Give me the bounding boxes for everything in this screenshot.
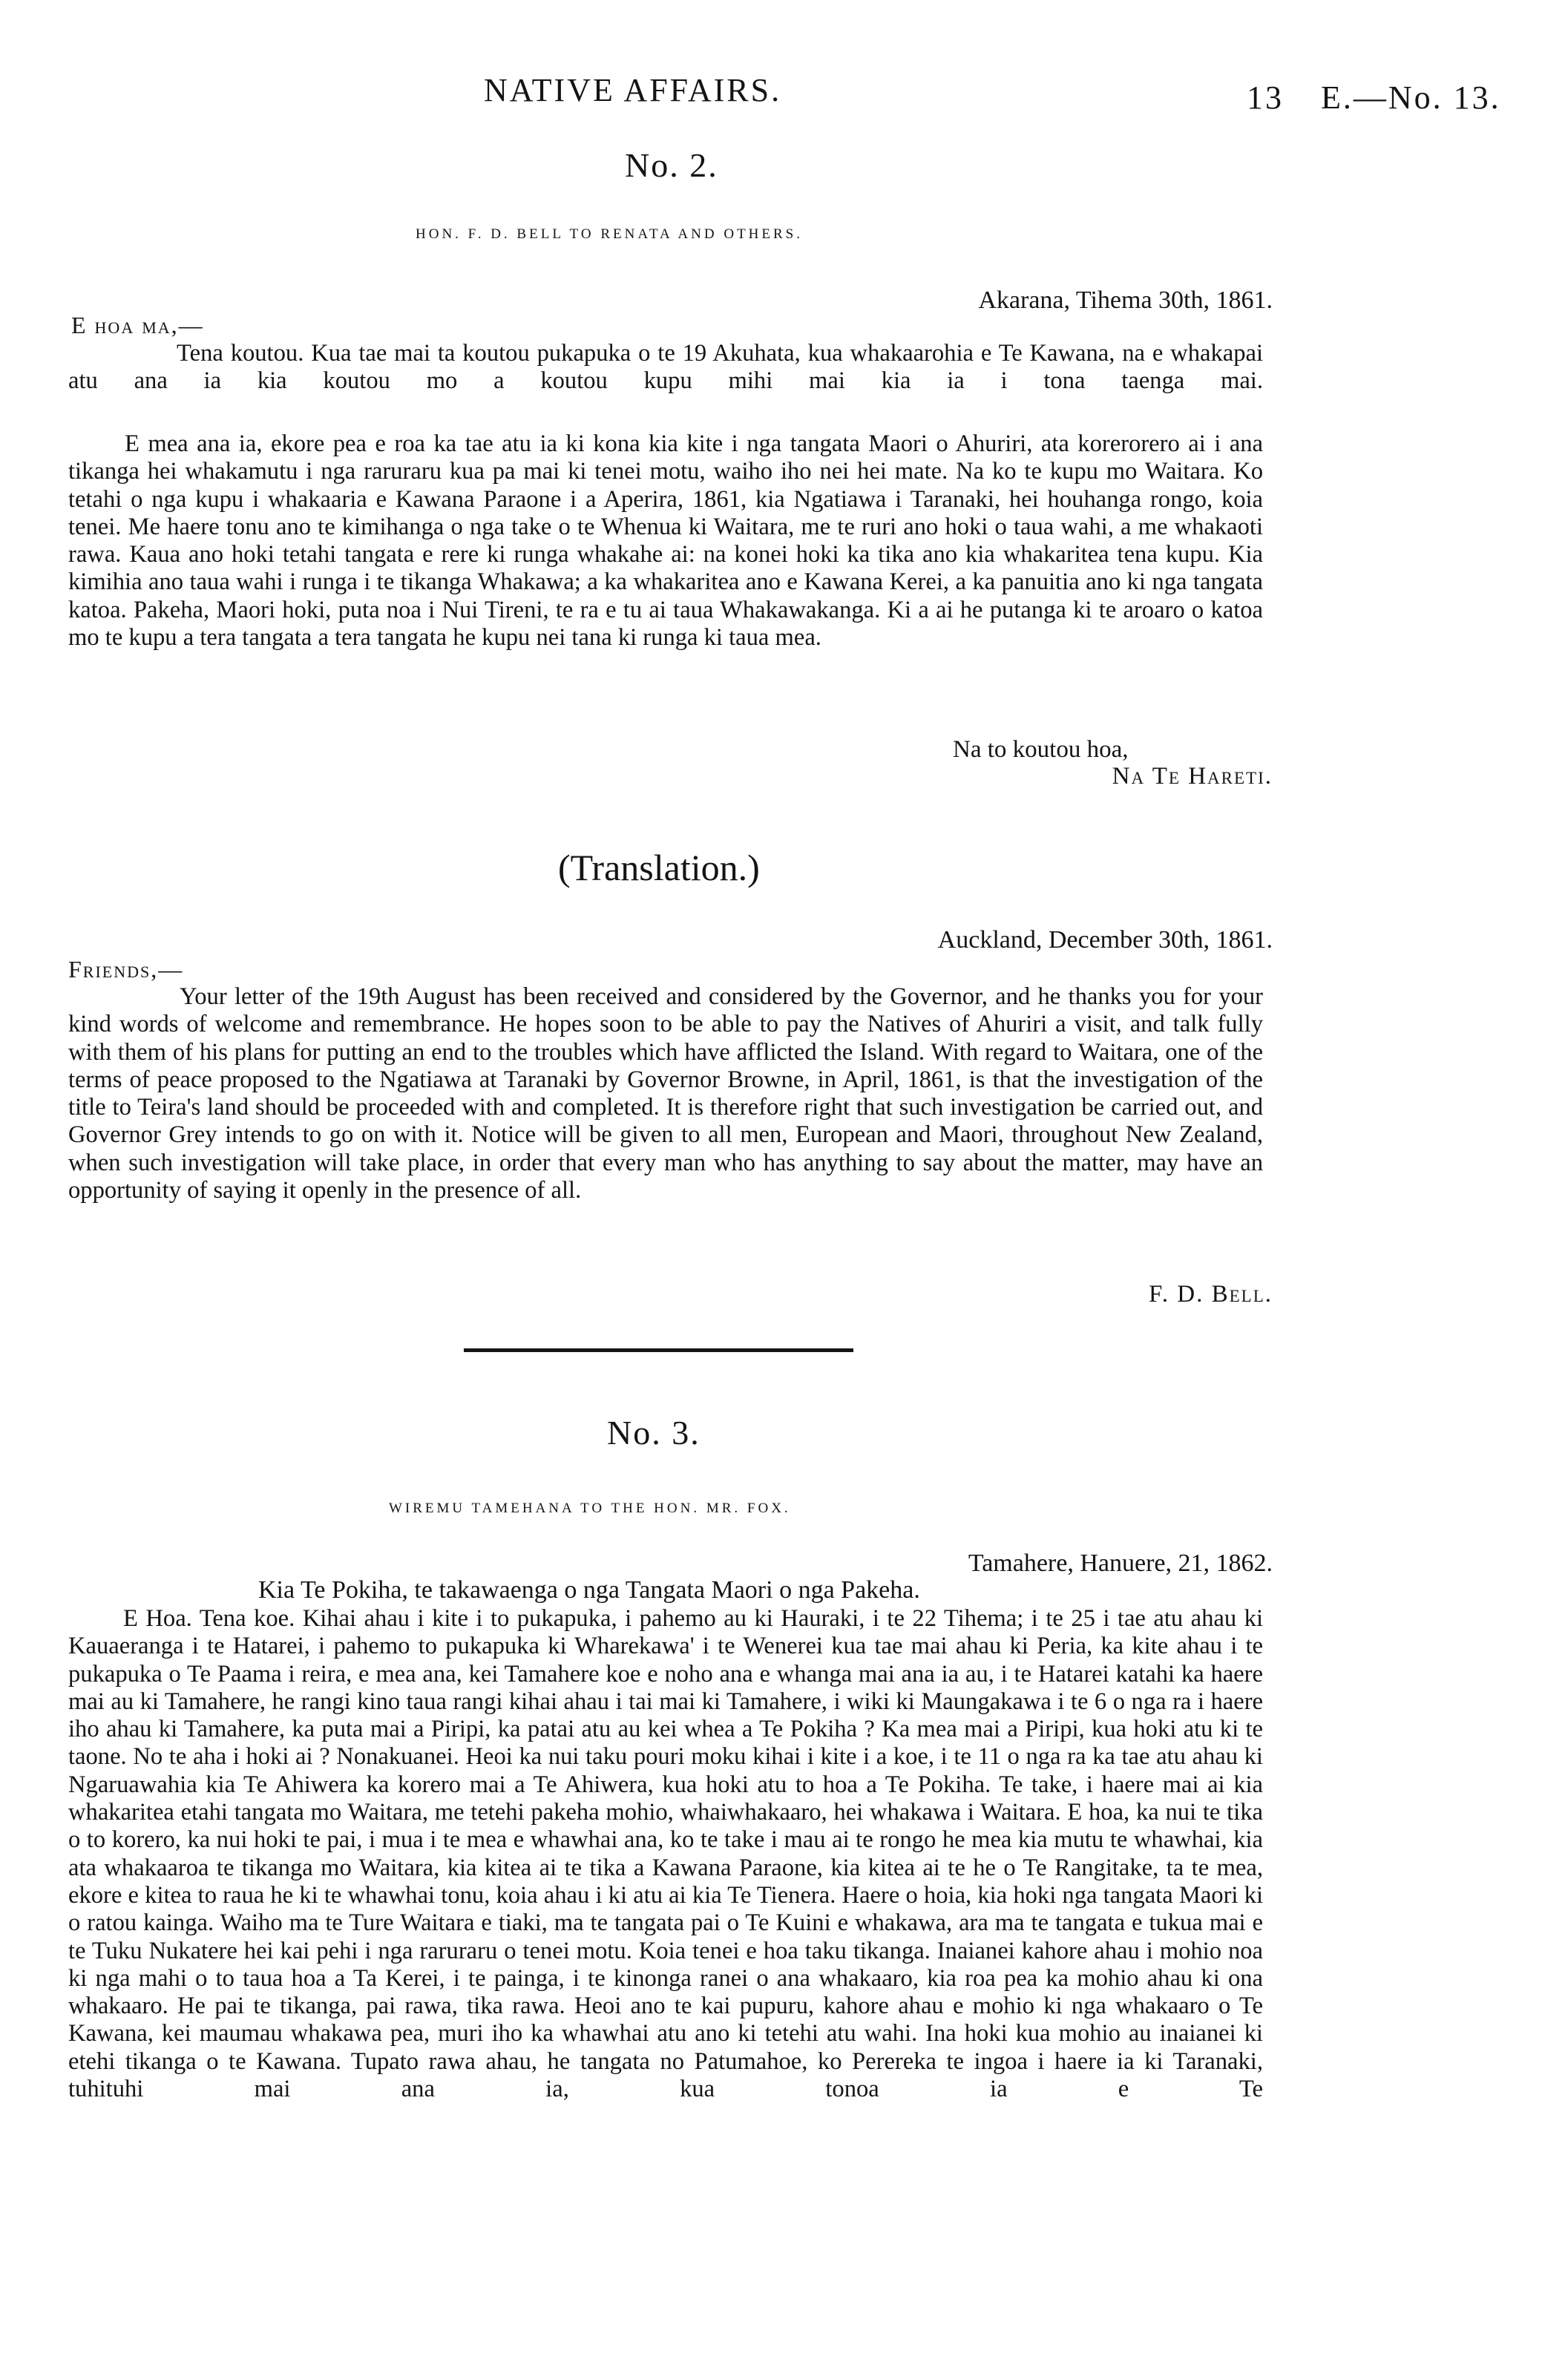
document-3-subtitle: WIREMU TAMEHANA TO THE HON. MR. FOX. <box>389 1501 791 1516</box>
document-2-paragraph-2: E mea ana ia, ekore pea e roa ka tae atu ia ki kona kia kite i nga tangata Maori o Ahuriri, ata korerorero ai i ana tikanga hei whakamutu i nga raruraru kua pa mai ki tenei motu, waiho iho nei hei mate. Na ko te kupu mo Waitara. Ko tetahi o nga kupu i whakaaria e Kawana Paraone i a Aperira, 1861, kia Ngatiawa i Taranaki, hei houhanga rongo, koia tenei. Me haere tonu ano te kimihanga o nga take o te Whenua ki Waitara, me te ruri ano hoki o taua wahi, a me whakaoti rawa. Kaua ano hoki tetahi tangata e rere ki runga whakahe ai: na konei hoki ka tika ano kia whakaritea tena kupu. Kia kimihia ano taua wahi i runga i te tikanga Whakawa; a ka whakaritea ano e Kawana Kerei, a ka panuitia ano ki nga tangata katoa. Pakeha, Maori hoki, puta noa i Nui Tireni, te ra e tu ai taua Whakawakanga. Ki a ai he putanga ki te aroaro o katoa mo te kupu a tera tangata a tera tangata he kupu nei tana ki runga ki taua mea. <box>68 430 1263 652</box>
document-2-closing: Na to koutou hoa, <box>953 736 1129 763</box>
section-divider <box>464 1348 853 1352</box>
document-2-salutation: E hoa ma,— <box>71 312 204 338</box>
translation-date: Auckland, December 30th, 1861. <box>937 926 1273 954</box>
document-3-date: Tamahere, Hanuere, 21, 1862. <box>968 1549 1273 1577</box>
document-3-address: Kia Te Pokiha, te takawaenga o nga Tangata Maori o nga Pakeha. <box>258 1576 920 1604</box>
document-number-3: No. 3. <box>607 1414 701 1452</box>
translation-title: (Translation.) <box>558 847 760 888</box>
document-2-signature: Na Te Hareti. <box>1112 763 1273 790</box>
document-number-2: No. 2. <box>625 146 718 184</box>
translation-signature: F. D. Bell. <box>1149 1281 1273 1308</box>
document-3-paragraph: E Hoa. Tena koe. Kihai ahau i kite i to pukapuka, i pahemo au ki Hauraki, i te 22 Tihema; i te 25 i tae atu ahau ki Kauaeranga i te Hatarei, i pahemo to pukapuka ki Wharekawa' i te Wenerei kua tae mai ahau ki Peria, ka kite ahau i te pukapuka o Te Paama i reira, e mea ana, kei Tamahere koe e noho ana e whanga mai ana ia au, i te Hatarei katahi ka haere mai au ki Tamahere, he rangi kino taua rangi kihai ahau i tai mai ki Tamahere, i wiki ki Maungakawa i te 6 o nga ra i haere iho ahau ki Tamahere, ka puta mai a Piripi, ka patai atu au kei whea a Te Pokiha ? Ka mea mai a Piripi, kua hoki atu ki te taone. No te aha i hoki ai ? Nonakuanei. Heoi ka nui taku pouri moku kihai i kite i a koe, i te 11 o nga ra ka tae atu ahau ki Ngaruawahia kia Te Ahiwera ka korero mai a Te Ahiwera, kua hoki atu to hoa a Te Pokiha. Te take, i haere mai ai kia whakaritea etahi tangata mo Waitara, me tetehi pakeha mohio, whaiwhakaaro, hei whakawa i Waitara. E hoa, ka nui te tika o to korero, ka nui hoki te pai, i mua i te mea e whawhai ana, ko te take i mau ai te rongo he mea kia mutu te whawhai, kia ata whakaaroa te tikanga mo Waitara, kia kitea ai te tika a Kawana Paraone, kia kitea ai te he o Te Rangitake, ta te mea, ekore e kitea to raua he ki te whawhai tonu, koia ahau i ki atu ai kia Te Tienera. Haere o hoia, kia hoki nga tangata Maori ki o ratou kainga. Waiho ma te Ture Waitara e tiaki, ma te tangata pai o Te Kuini e whakawa, ara ma te tangata e tukua mai e te Tuku Nukatere hei kai pehi i nga raruraru o tenei motu. Koia tenei e hoa taku tikanga. Inaianei kahore ahau i mohio noa ki nga mahi o to taua hoa a Ta Kerei, i te painga, i te kinonga ranei o ana whakaaro, kia roa pea ka mohio ahau ki ona whakaaro. He pai te tikanga, pai rawa, tika rawa. Heoi ano te kai pupuru, kahore ahau e mohio ki nga whakaaro o Te Kawana, kei maumau whakawa pea, muri iho ka whawhai atu ano ki tetehi atu wahi. Ina hoki kua mohio au inaianei ki etehi tikanga o te Kawana. Tupato rawa ahau, he tangata no Patumahoe, ko Perereka te ingoa i haere ia ki Taranaki, tuhituhi mai ana ia, kua tonoa ia e Te <box>68 1605 1263 2103</box>
document-2-date: Akarana, Tihema 30th, 1861. <box>978 286 1273 314</box>
running-header-title: NATIVE AFFAIRS. <box>484 72 782 108</box>
page-number: 13 <box>1247 79 1284 116</box>
document-2-subtitle: HON. F. D. BELL TO RENATA AND OTHERS. <box>416 226 803 242</box>
paper-reference: E.—No. 13. <box>1321 79 1501 116</box>
translation-salutation: Friends,— <box>68 956 184 983</box>
document-2-paragraph-1: Tena koutou. Kua tae mai ta koutou pukapuka o te 19 Akuhata, kua whakaarohia e Te Kawana, na e whakapai atu ana ia kia koutou mo a koutou kupu mihi mai kia ia i tona taenga mai. <box>68 340 1263 395</box>
translation-paragraph: Your letter of the 19th August has been received and considered by the Governor, and he thanks you for your kind words of welcome and remembrance. He hopes soon to be able to pay the Natives of Ahuriri a visit, and talk fully with them of his plans for putting an end to the troubles which have afflicted the Island. With regard to Waitara, one of the terms of peace proposed to the Ngatiawa at Taranaki by Governor Browne, in April, 1861, is that the investigation of the title to Teira's land should be proceeded with and completed. It is therefore right that such investigation be carried out, and Governor Grey intends to go on with it. Notice will be given to all men, European and Maori, throughout New Zealand, when such investigation will take place, in order that every man who has anything to say about the matter, may have an opportunity of saying it openly in the presence of all. <box>68 983 1263 1204</box>
